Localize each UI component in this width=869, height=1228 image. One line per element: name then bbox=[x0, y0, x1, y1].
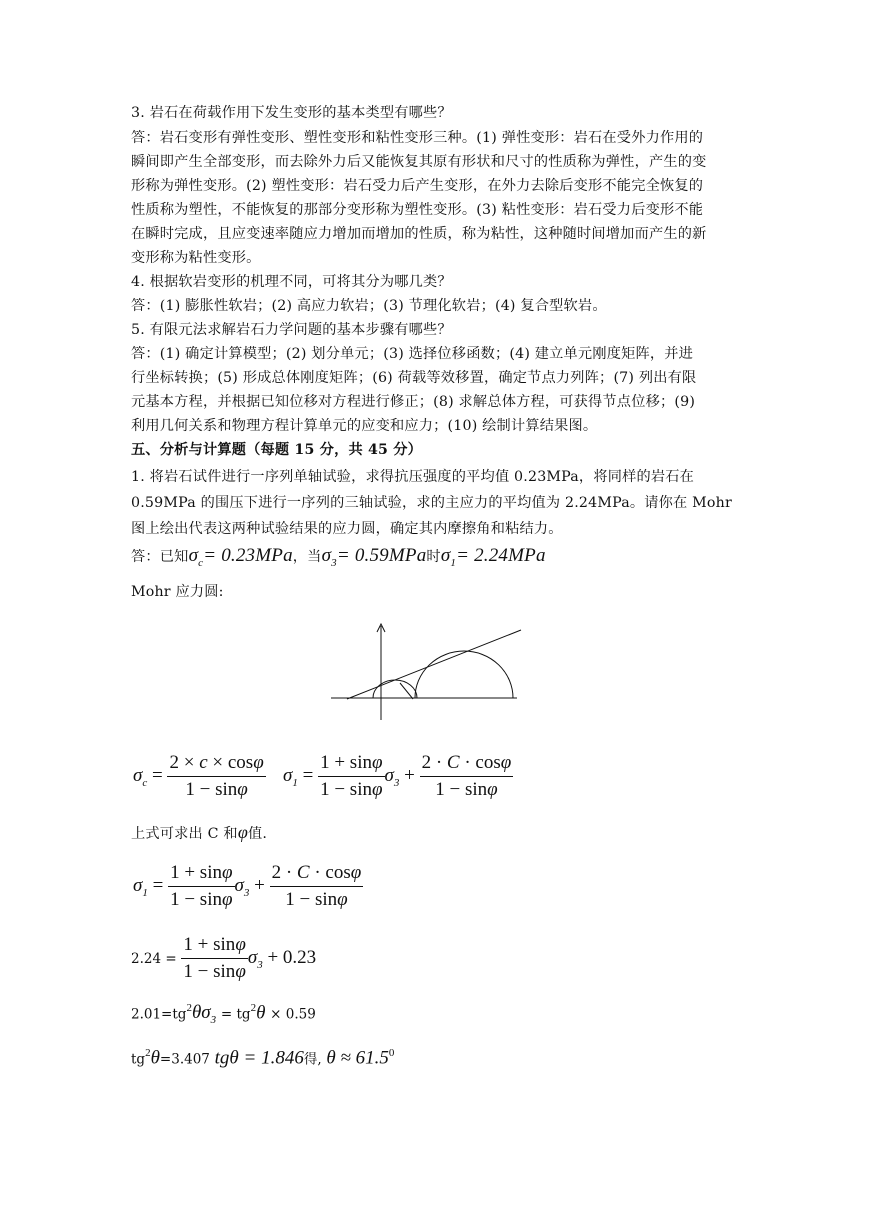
answer-3-line-5: 在瞬时完成，且应变速率随应力增加而增加的性质，称为粘性，这种随时间增加而产生的新 bbox=[131, 226, 707, 242]
formula-sigma-c: $\sigma_c$ = $\frac{2 \times c \times \cos\varphi}{1 - \sin\varphi}$ bbox=[133, 752, 264, 800]
formula-sigma-1: $\sigma_1$ = $\frac{1 + \sin\varphi}{1 - \sin\varphi}$ $\sigma_3$ + $\frac{2 \cdot C \cdot \cos\varphi}{1 - \sin\varphi}$ bbox=[283, 752, 512, 800]
answer-3-line-1: 答：岩石变形有弹性变形、塑性变形和粘性变形三种。(1) 弹性变形：岩石在受外力作用的 bbox=[131, 130, 704, 146]
given-mid-2: 时 bbox=[426, 549, 441, 565]
answer-4: 答：(1) 膨胀性软岩；(2) 高应力软岩；(3) 节理化软岩；(4) 复合型软岩。 bbox=[131, 298, 607, 314]
answer-5-line-1: 答：(1) 确定计算模型；(2) 划分单元；(3) 选择位移函数；(4) 建立单元刚度矩阵，并进 bbox=[131, 346, 694, 362]
answer-3-line-4: 性质称为塑性，不能恢复的那部分变形称为塑性变形。(3) 粘性变形：岩石受力后变形不能 bbox=[131, 202, 704, 218]
answer-3-line-2: 瞬间即产生全部变形，而去除外力后又能恢复其原有形状和尺寸的性质称为弹性，产生的变 bbox=[131, 154, 707, 170]
mohr-circle-diagram bbox=[325, 620, 525, 725]
given-prefix: 答：已知 bbox=[131, 549, 189, 565]
answer-5-line-3: 元基本方程，并根据已知位移对方程进行修正；(8) 求解总体方程，可获得节点位移；(9) bbox=[131, 394, 696, 410]
triaxial-circle bbox=[415, 651, 513, 698]
given-value-2: = 0.59MPa bbox=[336, 545, 427, 566]
question-3: 3. 岩石在荷载作用下发生变形的基本类型有哪些？ bbox=[131, 105, 452, 121]
section-heading: 五、分析与计算题（每题 15 分，共 45 分） bbox=[131, 442, 423, 458]
mohr-label: Mohr 应力圆: bbox=[131, 584, 224, 600]
question-4: 4. 根据软岩变形的机理不同，可将其分为哪几类？ bbox=[131, 274, 452, 290]
given-value-1: = 0.23MPa bbox=[203, 545, 293, 566]
formula-sigma-1-repeat: $\sigma_1$ = $\frac{1 + \sin\varphi}{1 - \sin\varphi}$ $\sigma_3$ + $\frac{2 \cdot C \cdot \cos\varphi}{1 - \sin\varphi}$ bbox=[133, 862, 362, 910]
formula-201: $2.01=tg^2\theta\sigma_3 = tg^2\theta \times 0.59$ bbox=[131, 1002, 316, 1027]
problem-1-line-2: 0.59MPa 的围压下进行一序列的三轴试验，求的主应力的平均值为 2.24MPa。请你在 Mohr bbox=[131, 495, 732, 511]
answer-5-line-4: 利用几何关系和物理方程计算单元的应变和应力；(10) 绘制计算结果图。 bbox=[131, 418, 598, 434]
formula-224: 2.24 = $\frac{1 + \sin\varphi}{1 - \sin\varphi}$ $\sigma_3 + 0.23$ bbox=[131, 934, 317, 982]
given-values: 答：已知$\sigma_c= 0.23MPa$，当$\sigma_3= 0.59MPa$时$\sigma_1= 2.24MPa$ bbox=[131, 545, 546, 569]
answer-3-line-3: 形称为弹性变形。(2) 塑性变形：岩石受力后产生变形，在外力去除后变形不能完全恢复的 bbox=[131, 178, 704, 194]
given-value-3: = 2.24MPa bbox=[456, 545, 546, 566]
given-mid: ，当 bbox=[292, 549, 322, 565]
answer-5-line-2: 行坐标转换；(5) 形成总体刚度矩阵；(6) 荷载等效移置，确定节点力列阵；(7) 列出有限 bbox=[131, 370, 697, 386]
question-5: 5. 有限元法求解岩石力学问题的基本步骤有哪些？ bbox=[131, 322, 452, 338]
problem-1-line-3: 图上绘出代表这两种试验结果的应力圆，确定其内摩擦角和粘结力。 bbox=[131, 521, 563, 537]
derive-note: 上式可求出 C 和φ值. bbox=[131, 822, 268, 842]
answer-3-line-6: 变形称为粘性变形。 bbox=[131, 250, 261, 266]
problem-1-line-1: 1. 将岩石试件进行一序列单轴试验，求得抗压强度的平均值 0.23MPa，将同样的岩石在 bbox=[131, 469, 695, 485]
strength-envelope bbox=[347, 630, 521, 699]
formula-final: $tg^2\theta=3.407$ tgθ = 1.846得, $\theta \approx 61.5^0$ bbox=[131, 1047, 395, 1069]
